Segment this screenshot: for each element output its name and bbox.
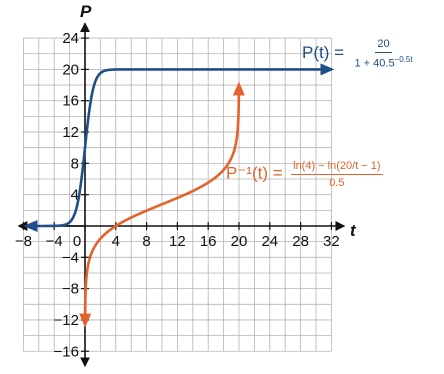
y-tick-label: −16: [53, 343, 79, 361]
p-formula-lhs: P(t) =: [302, 43, 345, 63]
y-tick-label: 20: [62, 61, 79, 79]
y-tick-label: −4: [61, 249, 79, 267]
x-tick-label: −4: [45, 233, 63, 250]
inverse-formula-lhs: P⁻¹(t) =: [226, 163, 283, 183]
inverse-formula-numerator: ln(4) − ln(20/t − 1): [291, 160, 382, 175]
inverse-formula-denominator: 0.5: [329, 177, 345, 189]
p-formula-denominator: [353, 53, 415, 70]
p-formula-fraction: [353, 38, 415, 70]
p-formula: [302, 38, 415, 70]
x-tick-label: 4: [111, 233, 120, 250]
y-tick-label: −8: [61, 280, 79, 298]
x-tick-label: 16: [199, 233, 217, 250]
p-formula-den-exponent: −0.5t: [394, 55, 413, 64]
y-tick-label: 4: [70, 186, 79, 204]
x-tick-label: 20: [230, 233, 248, 250]
x-axis-label: t: [350, 221, 356, 240]
y-tick-label: −12: [53, 311, 79, 329]
inverse-formula: [226, 160, 383, 189]
p-formula-den-base: 1 + 40.5: [354, 57, 395, 70]
x-tick-label: −8: [14, 233, 32, 250]
x-tick-label: 8: [142, 233, 151, 250]
x-tick-label: 0: [72, 233, 82, 250]
p-formula-numerator: 20: [375, 38, 391, 53]
x-tick-label: 28: [292, 233, 309, 250]
inverse-formula-fraction: [291, 160, 382, 189]
y-tick-label: 24: [62, 30, 79, 48]
x-tick-label: 24: [261, 233, 279, 250]
x-tick-label: 12: [169, 233, 186, 250]
y-tick-label: 16: [62, 92, 79, 110]
x-tick-label: 32: [323, 233, 340, 250]
grid: [23, 38, 331, 351]
y-axis-label: P: [80, 2, 92, 21]
y-tick-label: 8: [70, 155, 79, 173]
y-tick-label: 12: [62, 124, 79, 142]
